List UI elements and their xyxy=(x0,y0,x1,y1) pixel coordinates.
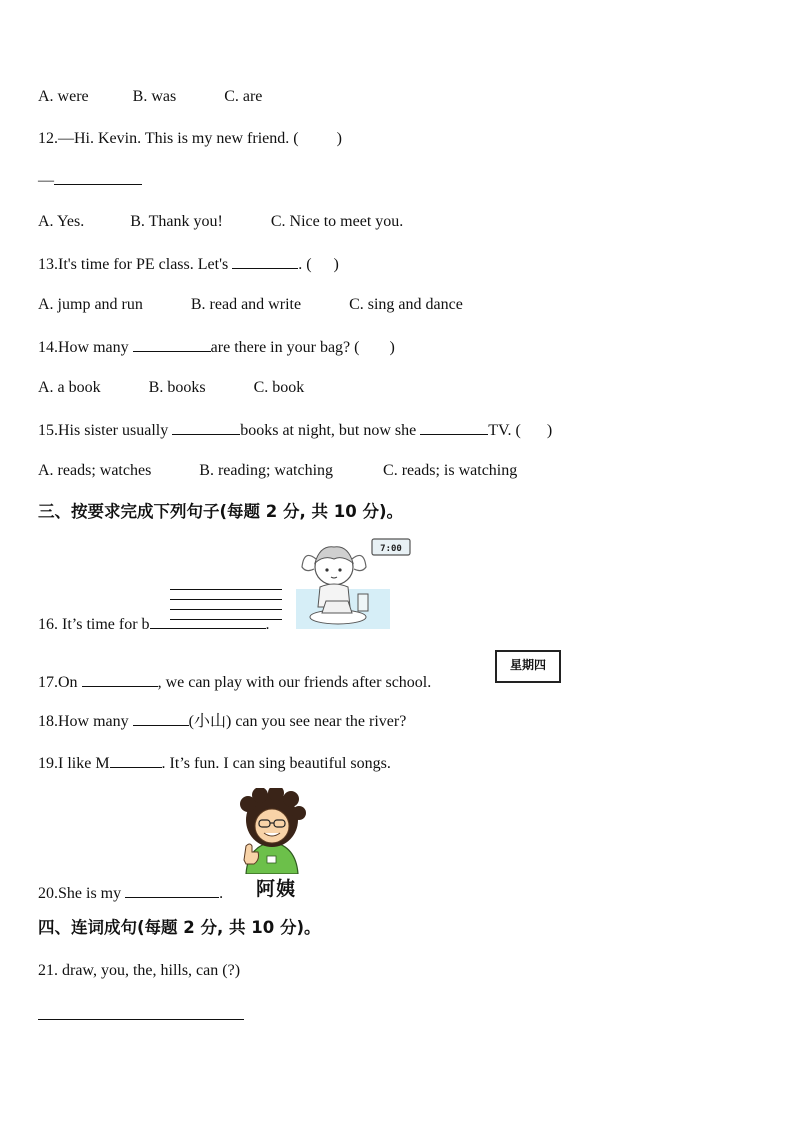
q13-option-b[interactable]: B. read and write xyxy=(190,296,302,313)
q15-option-b[interactable]: B. reading; watching xyxy=(199,462,334,479)
q20-prompt-text: 20.She is my xyxy=(38,885,122,902)
breakfast-girl-illustration xyxy=(296,537,416,631)
q19-prompt xyxy=(38,753,391,774)
q18-prompt-text: 18.How many xyxy=(38,713,129,730)
q12-dialog-line xyxy=(38,170,142,191)
q12-prompt xyxy=(38,129,342,149)
glass-of-milk xyxy=(358,594,368,611)
pigtail-left xyxy=(302,555,316,570)
q20-blank[interactable] xyxy=(125,883,219,898)
q15-prompt-text-b: books at night, but now she xyxy=(240,422,417,439)
q17-prompt-text-b: , we can play with our friends after school. xyxy=(157,674,432,691)
q11-option-b[interactable]: B. was xyxy=(132,88,177,105)
q12-paren-close: ) xyxy=(336,130,342,147)
q13-prompt-text: 13.It's time for PE class. Let's xyxy=(38,256,229,273)
girl-eye-left xyxy=(325,568,328,571)
q16-blank[interactable] xyxy=(150,614,266,629)
q12-option-c[interactable]: C. Nice to meet you. xyxy=(270,213,404,230)
clock-time: 7:00 xyxy=(380,544,402,554)
q21-prompt: 21. draw, you, the, hills, can (?) xyxy=(38,962,241,979)
q13-options xyxy=(38,295,463,315)
q17-prompt xyxy=(38,672,431,693)
q14-blank[interactable] xyxy=(133,337,211,352)
q11-option-c[interactable]: C. are xyxy=(224,88,263,105)
q13-option-a[interactable]: A. jump and run xyxy=(38,296,143,313)
q12-prompt-text: 12.—Hi. Kevin. This is my new friend. ( xyxy=(38,130,299,147)
q20-period: . xyxy=(219,885,224,902)
aunt-caption: 阿姨 xyxy=(256,878,297,900)
bread xyxy=(322,601,352,613)
q15-blank-1[interactable] xyxy=(172,420,240,435)
q17-prompt-text: 17.On xyxy=(38,674,78,691)
q12-dash: — xyxy=(38,172,54,189)
q19-blank[interactable] xyxy=(110,753,162,768)
section-4-heading: 四、连词成句(每题 2 分, 共 10 分)。 xyxy=(38,918,321,937)
q14-paren-close: ) xyxy=(389,339,395,356)
q11-option-a[interactable]: A. were xyxy=(38,88,89,105)
q14-option-a[interactable]: A. a book xyxy=(38,379,101,396)
q13-prompt xyxy=(38,254,339,275)
q14-option-c[interactable]: C. book xyxy=(253,379,305,396)
q14-prompt xyxy=(38,337,395,358)
q14-options xyxy=(38,378,304,398)
q14-prompt-text-b: are there in your bag? ( xyxy=(210,339,360,356)
q18-blank[interactable] xyxy=(133,711,189,726)
q14-option-b[interactable]: B. books xyxy=(148,379,206,396)
q17-blank[interactable] xyxy=(82,672,158,687)
section-3-heading: 三、按要求完成下列句子(每题 2 分, 共 10 分)。 xyxy=(38,502,404,521)
q19-prompt-text: 19.I like M xyxy=(38,755,110,772)
q15-prompt xyxy=(38,420,552,441)
q15-option-c[interactable]: C. reads; is watching xyxy=(383,462,518,479)
q13-option-c[interactable]: C. sing and dance xyxy=(349,296,463,313)
q11-options xyxy=(38,87,262,107)
q15-blank-2[interactable] xyxy=(420,420,488,435)
q12-option-b[interactable]: B. Thank you! xyxy=(130,213,223,230)
q12-option-a[interactable]: A. Yes. xyxy=(38,213,85,230)
q13-blank[interactable] xyxy=(232,254,298,269)
q16-period: . xyxy=(265,616,270,633)
thumbs-up-hand xyxy=(244,844,259,864)
weekday-card: 星期四 xyxy=(495,650,561,683)
q21-answer-line[interactable] xyxy=(38,1019,244,1020)
q12-options xyxy=(38,212,403,232)
q16-prompt-text: 16. It’s time for b xyxy=(38,616,150,633)
q15-prompt-text-c: TV. ( xyxy=(488,422,521,439)
q15-prompt-text: 15.His sister usually xyxy=(38,422,169,439)
q19-prompt-text-b: . It’s fun. I can sing beautiful songs. xyxy=(161,755,391,772)
q20-prompt xyxy=(38,883,223,904)
q16-prompt xyxy=(38,614,270,635)
girl-eye-right xyxy=(338,568,341,571)
q14-prompt-text: 14.How many xyxy=(38,339,129,356)
hair-curl-5 xyxy=(292,806,306,820)
pigtail-right xyxy=(352,555,366,570)
aunt-illustration xyxy=(234,788,314,874)
q18-prompt xyxy=(38,711,406,732)
q13-paren-close: ) xyxy=(333,256,339,273)
q13-prompt-text-b: . ( xyxy=(298,256,312,273)
apron-pocket xyxy=(267,856,276,863)
hair-curl-4 xyxy=(283,791,299,807)
q15-option-a[interactable]: A. reads; watches xyxy=(38,462,152,479)
q12-reply-blank[interactable] xyxy=(54,170,142,185)
q15-options xyxy=(38,461,517,481)
q15-paren-close: ) xyxy=(546,422,553,439)
q18-prompt-text-b: (小山) can you see near the river? xyxy=(188,713,407,730)
